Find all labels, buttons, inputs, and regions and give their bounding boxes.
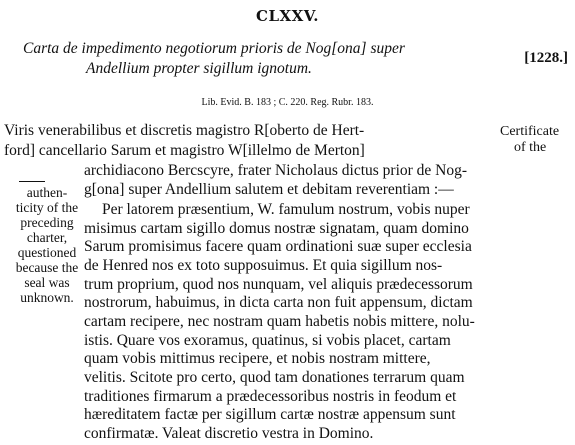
- text-line: misimus cartam sigillo domus nostræ signatam, quam domino: [84, 219, 469, 237]
- text-line: g[ona] super Andellium salutem et debitam reverentiam :—: [84, 181, 454, 198]
- text-line: Sarum promisimus facere quam ordinationi suæ super ecclesia: [84, 238, 472, 256]
- text-line: ford] cancellario Sarum et magistro W[illelmo de Merton]: [4, 142, 365, 159]
- side-note-right-line-2: of the: [514, 140, 547, 155]
- text-line: hæreditatem factæ per sigillum cartæ nostræ appensum sunt: [84, 406, 456, 424]
- side-note-left-line: unknown.: [20, 290, 74, 305]
- side-note-left-line: authen-: [26, 185, 68, 200]
- text-line: nostrorum, habuimus, in dicta carta non fuit appensum, dictam: [84, 294, 473, 312]
- side-note-rule: [19, 181, 45, 182]
- text-line: quam vobis mittimus recipere, et nobis nostram mittere,: [84, 350, 431, 368]
- side-note-left-line: questioned: [17, 245, 77, 260]
- side-note-left: [3, 181, 91, 305]
- text-line: Per latorem præsentium, W. famulum nostrum, vobis nuper: [102, 201, 470, 218]
- side-note-left-line: seal was: [24, 275, 70, 290]
- side-note-left-line: ticity of the: [15, 200, 79, 215]
- side-note-left-line: because the: [15, 260, 79, 275]
- text-line: Viris venerabilibus et discretis magistro R[oberto de Hert-: [4, 122, 365, 139]
- text-line: confirmatæ. Valeat discretio vestra in Domino.: [84, 425, 374, 442]
- text-line: traditiones firmarum a prædecessoribus nostris in feodum et: [84, 387, 457, 405]
- charter-number: CLXXV.: [256, 7, 319, 25]
- text-line: trum proprium, quod nos nunquam, vel aliquis prædecessorum: [84, 275, 473, 293]
- side-note-right-line-1: Certificate: [500, 124, 560, 139]
- charter-title-line-1: Carta de impedimento negotiorum prioris de Nog[ona] super: [23, 40, 405, 57]
- text-line: de Henred nos ex toto supposuimus. Et quia sigillum nos-: [84, 257, 443, 274]
- side-note-left-line: charter,: [26, 230, 68, 245]
- text-line: cartam recipere, nec nostram quam habetis nobis mittere, nolu-: [84, 313, 475, 330]
- side-note-left-line: preceding: [20, 215, 74, 230]
- charter-title-line-2: Andellium propter sigillum ignotum.: [86, 60, 312, 77]
- charter-date: [1228.]: [524, 50, 568, 66]
- text-line: archidiacono Bercscyre, frater Nicholaus dictus prior de Nog-: [84, 162, 468, 179]
- text-line: velitis. Scitote pro certo, quod tam donationes terrarum quam: [84, 369, 465, 386]
- text-line: istis. Quare vos exoramus, quatinus, si vobis placet, cartam: [84, 331, 451, 349]
- charter-references: Lib. Evid. B. 183 ; C. 220. Reg. Rubr. 183.: [201, 97, 374, 108]
